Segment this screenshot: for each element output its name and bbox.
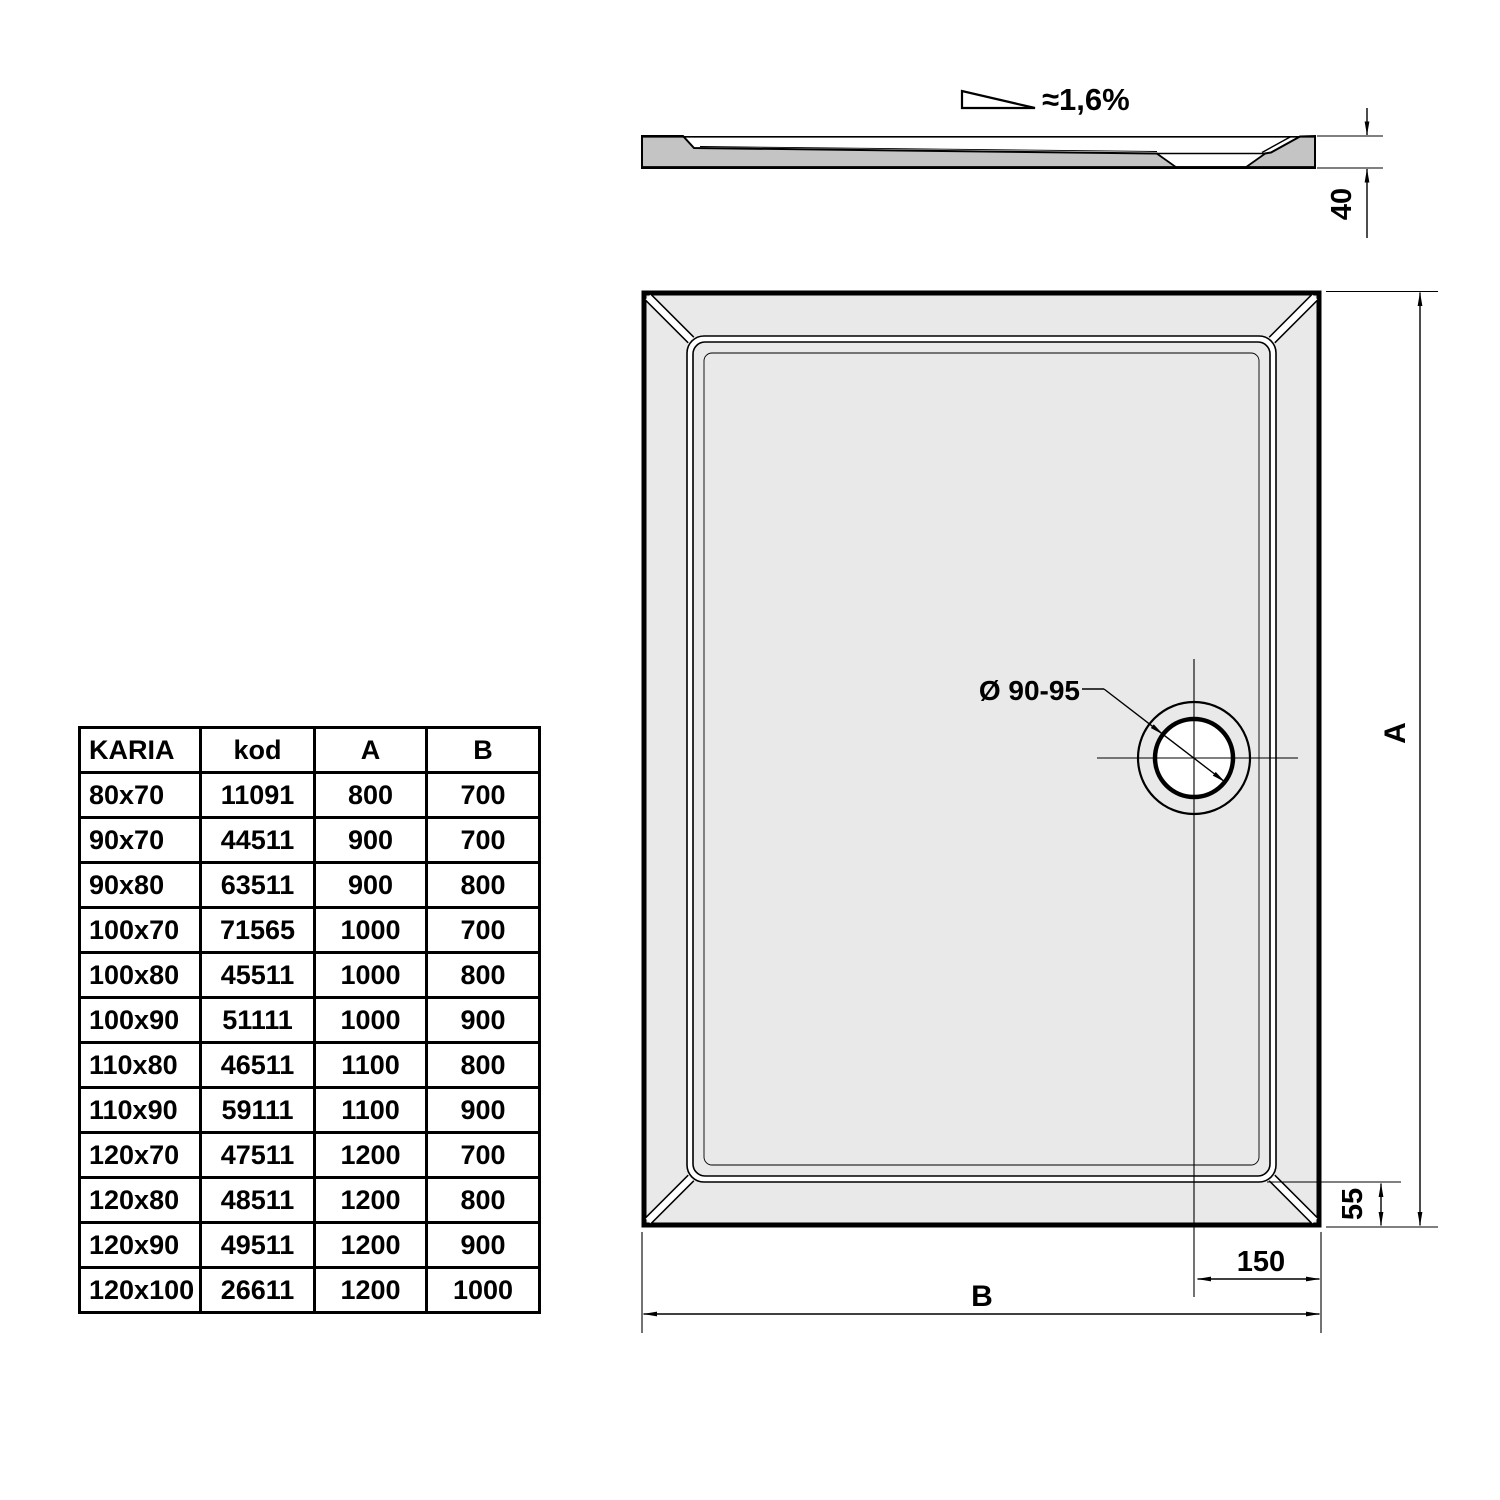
b-cell: 1000 — [427, 1268, 540, 1313]
model-cell: 120x80 — [80, 1178, 201, 1223]
b-cell: 800 — [427, 863, 540, 908]
drain-diameter-label: Ø 90-95 — [978, 675, 1080, 706]
a-cell: 1200 — [315, 1223, 427, 1268]
a-cell: 1000 — [315, 998, 427, 1043]
drain-offset-right-label: 150 — [1236, 1246, 1286, 1278]
header-model: KARIA — [80, 728, 201, 773]
model-cell: 100x70 — [80, 908, 201, 953]
model-cell: 120x70 — [80, 1133, 201, 1178]
b-cell: 700 — [427, 908, 540, 953]
code-cell: 51111 — [201, 998, 315, 1043]
model-cell: 100x90 — [80, 998, 201, 1043]
code-cell: 59111 — [201, 1088, 315, 1133]
a-cell: 1000 — [315, 908, 427, 953]
code-cell: 49511 — [201, 1223, 315, 1268]
a-cell: 1200 — [315, 1268, 427, 1313]
model-cell: 110x90 — [80, 1088, 201, 1133]
a-cell: 900 — [315, 818, 427, 863]
model-cell: 120x100 — [80, 1268, 201, 1313]
slope-symbol — [962, 91, 1035, 108]
plan-view — [642, 292, 1438, 1334]
a-cell: 900 — [315, 863, 427, 908]
code-cell: 45511 — [201, 953, 315, 998]
code-cell: 46511 — [201, 1043, 315, 1088]
model-cell: 120x90 — [80, 1223, 201, 1268]
header-a: A — [315, 728, 427, 773]
code-cell: 26611 — [201, 1268, 315, 1313]
model-cell: 110x80 — [80, 1043, 201, 1088]
code-cell: 44511 — [201, 818, 315, 863]
drain-recess — [1157, 154, 1265, 168]
code-cell: 63511 — [201, 863, 315, 908]
b-cell: 900 — [427, 1088, 540, 1133]
b-cell: 700 — [427, 773, 540, 818]
dimension-150 — [1198, 1246, 1320, 1279]
dimension-40 — [1317, 108, 1383, 238]
b-cell: 800 — [427, 953, 540, 998]
b-cell: 700 — [427, 818, 540, 863]
code-cell: 48511 — [201, 1178, 315, 1223]
a-cell: 1200 — [315, 1178, 427, 1223]
b-cell: 800 — [427, 1043, 540, 1088]
a-cell: 1100 — [315, 1088, 427, 1133]
model-cell: 90x80 — [80, 863, 201, 908]
a-cell: 1000 — [315, 953, 427, 998]
side-section-view — [642, 82, 1383, 238]
slope-label: ≈1,6% — [1042, 82, 1130, 117]
b-cell: 800 — [427, 1178, 540, 1223]
model-cell: 100x80 — [80, 953, 201, 998]
code-cell: 11091 — [201, 773, 315, 818]
code-cell: 47511 — [201, 1133, 315, 1178]
a-cell: 1100 — [315, 1043, 427, 1088]
model-cell: 80x70 — [80, 773, 201, 818]
code-cell: 71565 — [201, 908, 315, 953]
b-cell: 900 — [427, 998, 540, 1043]
b-cell: 700 — [427, 1133, 540, 1178]
b-cell: 900 — [427, 1223, 540, 1268]
drain-offset-bottom-label: 55 — [1337, 1187, 1369, 1221]
height-dim-label: 40 — [1326, 187, 1358, 221]
width-dim-label: B — [971, 1280, 993, 1313]
header-b: B — [427, 728, 540, 773]
dimension-A — [1326, 292, 1438, 1228]
a-cell: 800 — [315, 773, 427, 818]
header-kod: kod — [201, 728, 315, 773]
dimension-B — [642, 1232, 1321, 1333]
a-cell: 1200 — [315, 1133, 427, 1178]
length-dim-label: A — [1379, 722, 1412, 744]
model-cell: 90x70 — [80, 818, 201, 863]
